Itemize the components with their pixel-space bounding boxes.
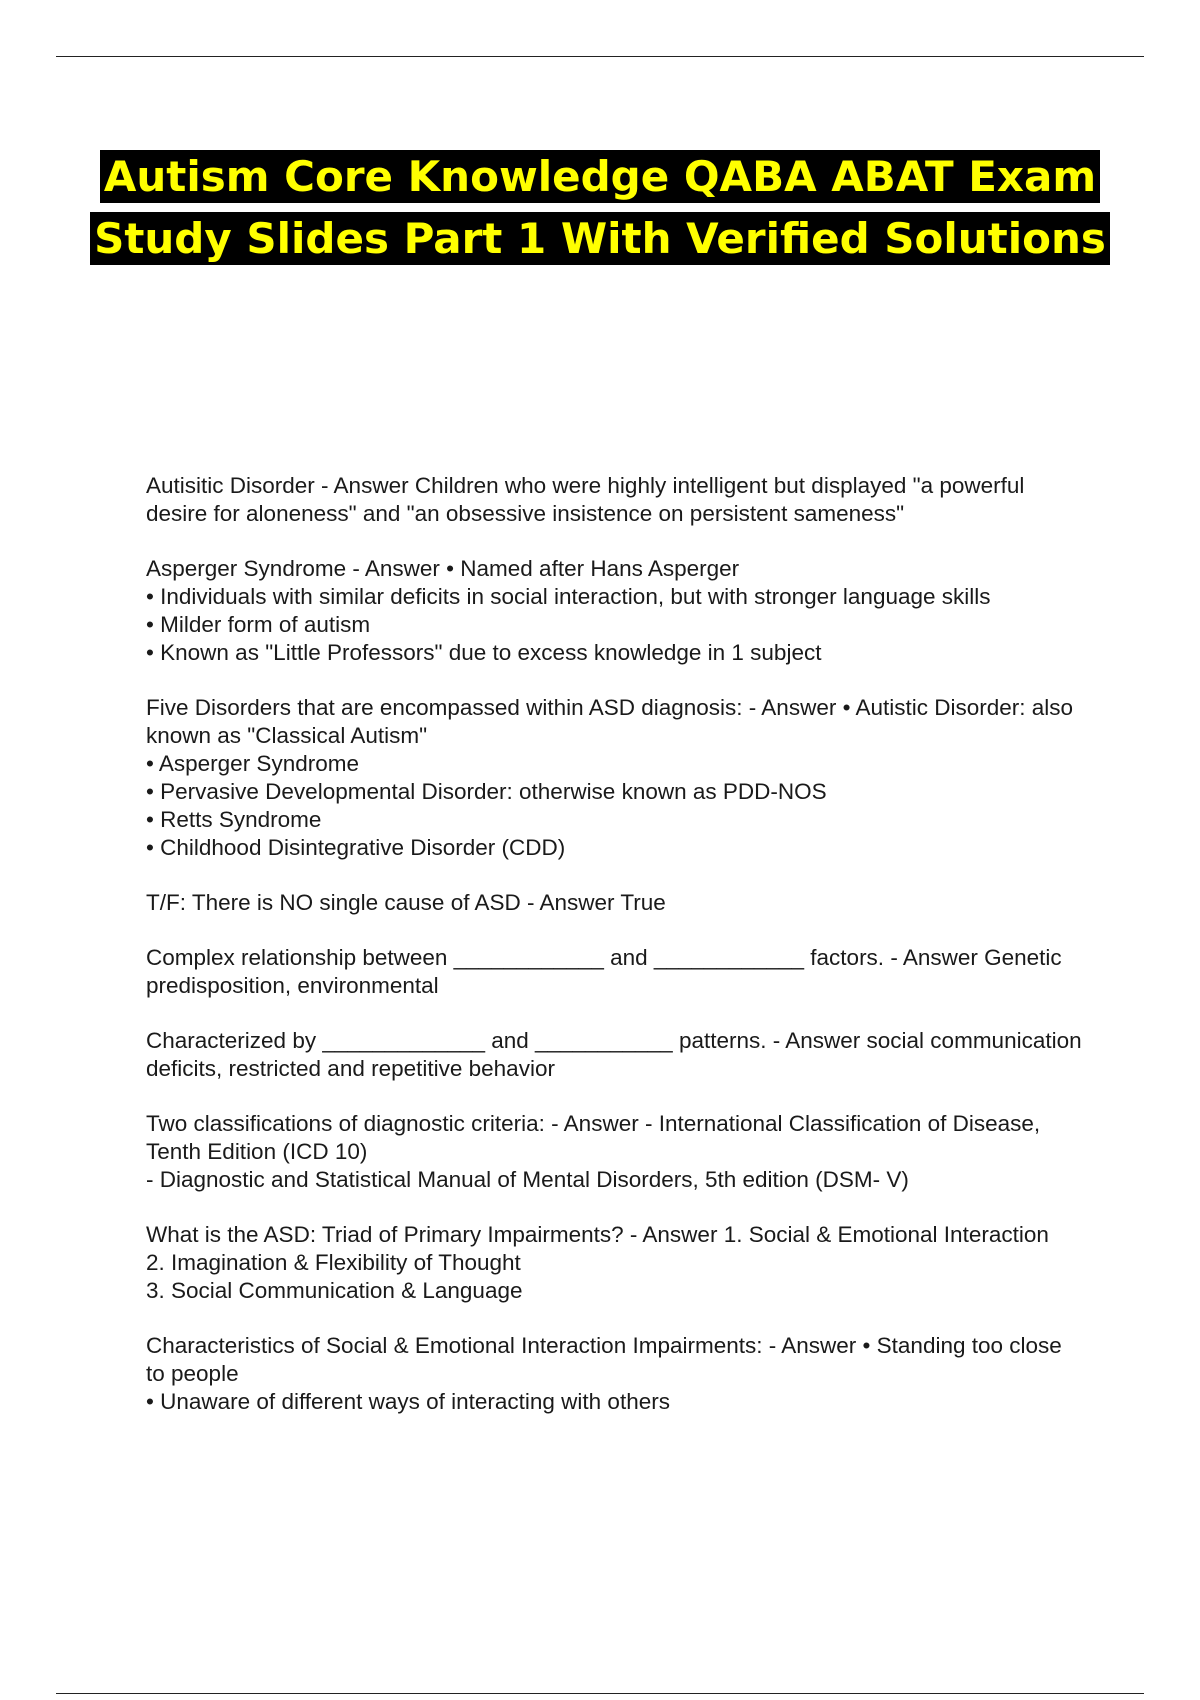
question-text: Asperger Syndrome bbox=[146, 556, 347, 581]
question-text: Characterized by _____________ and ___________ patterns. bbox=[146, 1028, 767, 1053]
qa-item bbox=[146, 1110, 1086, 1194]
answer-text: • Autistic Disorder: also known as "Classical Autism" • Asperger Syndrome • Pervasive Developmental Disorder: otherwise known as PDD-NOS • Retts Syndrome • Childhood Disintegrative Disorder (CDD) bbox=[146, 695, 1074, 860]
title-block bbox=[60, 146, 1140, 270]
answer-text: - International Classification of Disease, Tenth Edition (ICD 10) - Diagnostic and Statistical Manual of Mental Disorders, 5th edition (DSM- V) bbox=[146, 1111, 1041, 1192]
answer-separator: - Answer bbox=[314, 473, 415, 498]
answer-separator: - Answer bbox=[766, 1028, 867, 1053]
answer-text: • Named after Hans Asperger • Individuals with similar deficits in social interaction, but with stronger language skills • Milder form of autism • Known as "Little Professors" due to excess knowledge in 1 subject bbox=[146, 556, 991, 665]
question-text: T/F: There is NO single cause of ASD bbox=[146, 890, 521, 915]
answer-text: • Standing too close to people • Unaware of different ways of interacting with others bbox=[146, 1333, 1062, 1414]
qa-item bbox=[146, 1332, 1086, 1416]
bottom-rule bbox=[56, 1693, 1144, 1694]
qa-list bbox=[146, 472, 1086, 1443]
answer-text: 1. Social & Emotional Interaction 2. Imagination & Flexibility of Thought 3. Social Communication & Language bbox=[146, 1222, 1049, 1303]
answer-separator: - Answer bbox=[762, 1333, 863, 1358]
answer-separator: - Answer bbox=[520, 890, 621, 915]
answer-separator: - Answer bbox=[623, 1222, 724, 1247]
answer-separator: - Answer bbox=[884, 945, 985, 970]
answer-text: Children who were highly intelligent but displayed "a powerful desire for aloneness" and "an obsessive insistence on persistent sameness" bbox=[146, 473, 1025, 526]
question-text: Complex relationship between ____________ and ____________ factors. bbox=[146, 945, 885, 970]
qa-item bbox=[146, 944, 1086, 1000]
question-text: Five Disorders that are encompassed within ASD diagnosis: bbox=[146, 695, 743, 720]
question-text: Autisitic Disorder bbox=[146, 473, 315, 498]
answer-separator: - Answer bbox=[346, 556, 447, 581]
question-text: Characteristics of Social & Emotional Interaction Impairments: bbox=[146, 1333, 763, 1358]
qa-item bbox=[146, 472, 1086, 528]
qa-item bbox=[146, 555, 1086, 667]
qa-item bbox=[146, 1221, 1086, 1305]
question-text: Two classifications of diagnostic criteria: bbox=[146, 1111, 545, 1136]
answer-text: Genetic predisposition, environmental bbox=[146, 945, 1062, 998]
qa-item bbox=[146, 889, 1086, 917]
document-title: Autism Core Knowledge QABA ABAT Exam Study Slides Part 1 With Verified Solutions bbox=[90, 150, 1110, 265]
qa-item bbox=[146, 694, 1086, 862]
answer-separator: - Answer bbox=[742, 695, 843, 720]
top-rule bbox=[56, 56, 1144, 57]
answer-separator: - Answer bbox=[544, 1111, 645, 1136]
answer-text: True bbox=[620, 890, 666, 915]
qa-item bbox=[146, 1027, 1086, 1083]
question-text: What is the ASD: Triad of Primary Impairments? bbox=[146, 1222, 624, 1247]
answer-text: social communication deficits, restricted and repetitive behavior bbox=[146, 1028, 1082, 1081]
